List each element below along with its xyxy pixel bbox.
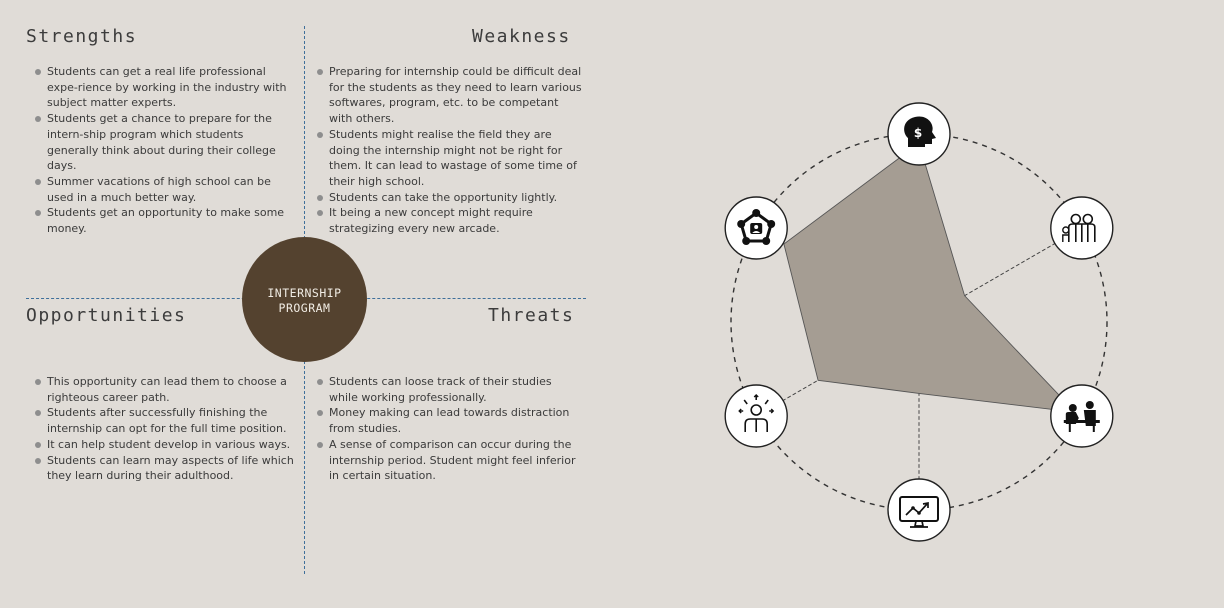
analytics-monitor-icon xyxy=(888,479,950,541)
decision-person-icon xyxy=(725,385,787,447)
threats-list xyxy=(316,374,582,484)
weakness-item: Students might realise the field they are doing the internship might not be right for them. It can lead to wastage of some time of their high school. xyxy=(316,127,582,190)
opportunities-item: This opportunity can lead them to choose a righteous career path. xyxy=(34,374,296,405)
strengths-list xyxy=(34,64,296,237)
strengths-item: Summer vacations of high school can be used in a much better way. xyxy=(34,174,296,205)
center-label-line2: PROGRAM xyxy=(278,301,331,315)
group-of-people-icon xyxy=(1051,197,1113,259)
weakness-heading: Weakness xyxy=(472,26,571,47)
network-profile-icon xyxy=(725,197,787,259)
threats-item: Money making can lead towards distraction from studies. xyxy=(316,405,582,436)
strengths-item: Students get a chance to prepare for the intern-ship program which students generally think about during their college days. xyxy=(34,111,296,174)
weakness-list xyxy=(316,64,582,237)
svg-text:$: $ xyxy=(913,126,923,140)
opportunities-heading: Opportunities xyxy=(26,305,187,326)
opportunities-item: It can help student develop in various ways. xyxy=(34,437,296,453)
strengths-item: Students can get a real life professional expe-rience by working in the industry with subject matter experts. xyxy=(34,64,296,111)
opportunities-item: Students can learn may aspects of life which they learn during their adulthood. xyxy=(34,453,296,484)
opportunities-list xyxy=(34,374,296,484)
threats-heading: Threats xyxy=(488,305,575,326)
money-head-icon xyxy=(888,103,950,165)
strengths-item: Students get an opportunity to make some money. xyxy=(34,205,296,236)
radar-area xyxy=(784,143,1075,412)
weakness-item: Preparing for internship could be difficult deal for the students as they need to learn various softwares, program, etc. to be competant with others. xyxy=(316,64,582,127)
weakness-item: Students can take the opportunity lightly. xyxy=(316,190,582,206)
opportunities-item: Students after successfully finishing the internship can opt for the full time position. xyxy=(34,405,296,436)
center-label xyxy=(232,286,377,316)
radar-chart xyxy=(700,95,1140,550)
teamwork-meeting-icon xyxy=(1051,385,1113,447)
threats-item: Students can loose track of their studies while working professionally. xyxy=(316,374,582,405)
weakness-item: It being a new concept might require strategizing every new arcade. xyxy=(316,205,582,236)
strengths-heading: Strengths xyxy=(26,26,138,47)
threats-item: A sense of comparison can occur during the internship period. Student might feel inferior in certain situation. xyxy=(316,437,582,484)
center-label-line1: INTERNSHIP xyxy=(267,286,342,300)
